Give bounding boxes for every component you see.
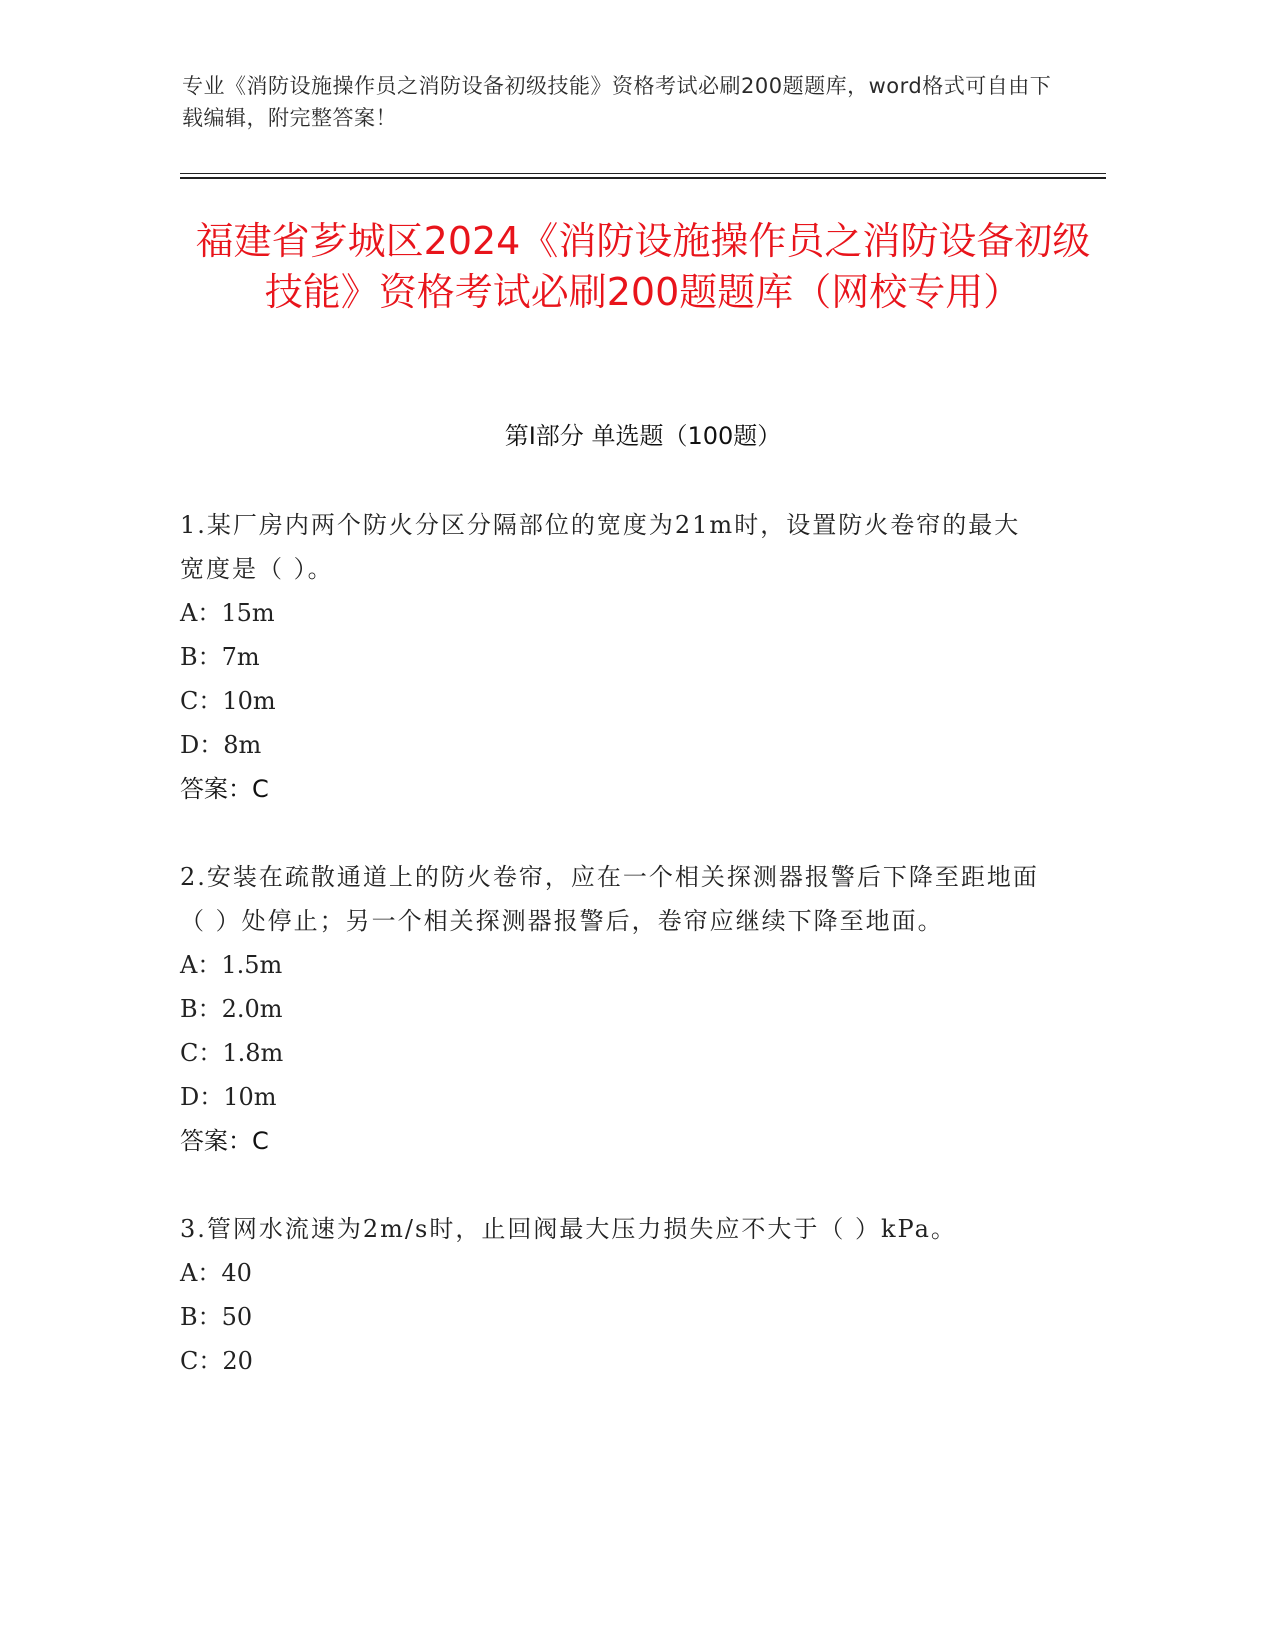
option-c: C：20	[180, 1347, 253, 1375]
option-a: A：40	[180, 1259, 252, 1287]
document-title: 福建省芗城区2024《消防设施操作员之消防设备初级技能》资格考试必刷200题题库（网校专用）	[195, 219, 1091, 314]
question-2	[180, 855, 1040, 1163]
option-c: C：1.8m	[180, 1039, 284, 1067]
question-stem: 3.管网水流速为2m/s时，止回阀最大压力损失应不大于（ ）kPa。	[180, 1215, 957, 1243]
document-header-note: 专业《消防设施操作员之消防设备初级技能》资格考试必刷200题题库，word格式可自由下载编辑，附完整答案！	[182, 74, 1052, 130]
option-d: D：10m	[180, 1083, 277, 1111]
question-list	[180, 503, 1040, 1383]
answer: 答案：C	[180, 775, 269, 803]
option-a: A：1.5m	[180, 951, 283, 979]
option-d: D：8m	[180, 731, 262, 759]
answer: 答案：C	[180, 1127, 269, 1155]
option-b: B：7m	[180, 643, 260, 671]
question-1	[180, 503, 1040, 811]
question-stem: 1.某厂房内两个防火分区分隔部位的宽度为21m时，设置防火卷帘的最大宽度是（ ）。	[180, 511, 1021, 583]
option-b: B：50	[180, 1303, 253, 1331]
header-divider-thin	[180, 173, 1106, 174]
section-heading: 第Ⅰ部分 单选题（100题）	[504, 422, 782, 450]
header-divider-thick	[180, 177, 1106, 179]
question-stem: 2.安装在疏散通道上的防火卷帘，应在一个相关探测器报警后下降至距地面（ ）处停止；另一个相关探测器报警后，卷帘应继续下降至地面。	[180, 863, 1039, 935]
question-3	[180, 1207, 1040, 1383]
option-a: A：15m	[180, 599, 275, 627]
option-c: C：10m	[180, 687, 276, 715]
option-b: B：2.0m	[180, 995, 283, 1023]
